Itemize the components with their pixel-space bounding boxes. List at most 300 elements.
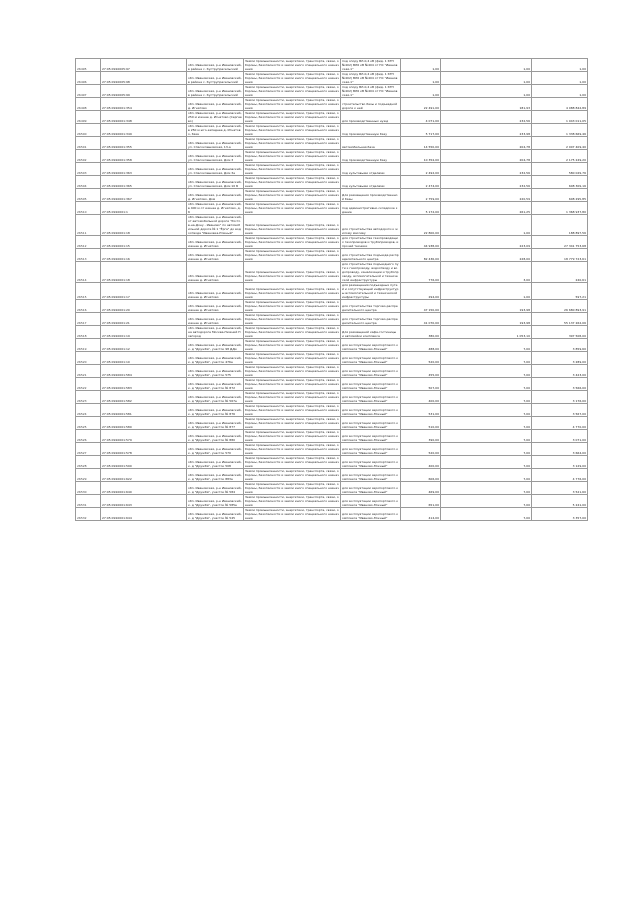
cadastral-value-cell: 4 776,00 xyxy=(532,469,588,482)
cadastral-value-cell: 3 521,60 xyxy=(532,482,588,495)
row-number-cell: 26501 xyxy=(76,137,101,150)
table-row xyxy=(76,339,588,352)
cadastral-value-cell: 26 680 893,91 xyxy=(532,300,588,313)
row-number-cell: 26505 xyxy=(76,189,101,202)
area-cell: 390,00 xyxy=(401,430,441,443)
cadastral-number-cell: 27:05:0910001:349 xyxy=(101,124,187,137)
cadastral-number-cell: 27:05:0910001:581 xyxy=(101,404,187,417)
unit-rate-cell: 1,00 xyxy=(441,283,532,300)
cadastral-number-cell: 27:05:0910001:590 xyxy=(101,456,187,469)
row-number-cell: 26526 xyxy=(76,430,101,443)
unit-rate-cell: 204,78 xyxy=(441,137,532,150)
permitted-use-cell: под опору ВЛ-0,4 кВ (фид. 1 КТП №402) ВЛ6 кВ №404 от ПС "Ивановская-1" xyxy=(341,72,401,85)
table-row xyxy=(76,495,588,508)
row-number-cell: 26504 xyxy=(76,176,101,189)
row-number-cell: 26512 xyxy=(76,236,101,249)
address-cell: обл. Ивановская, р-н Ивановский, ул. Спасоклешовская, Дом 3 xyxy=(187,150,244,163)
row-number-cell: 26516 xyxy=(76,300,101,313)
area-cell: 488,00 xyxy=(401,339,441,352)
area-cell: 47 150,00 xyxy=(401,300,441,313)
address-cell: обл. Ивановская, р-н Ивановский, к. д "Дружба", участок № 876 xyxy=(187,404,244,417)
unit-rate-cell: 7,00 xyxy=(441,495,532,508)
unit-rate-cell: 193,98 xyxy=(441,313,532,326)
cadastral-number-cell: 27:05:0910001:12 xyxy=(101,339,187,352)
cadastral-value-cell: 1,00 xyxy=(532,59,588,72)
permitted-use-cell: под административно-складское здание xyxy=(341,202,401,215)
unit-rate-cell: 232,56 xyxy=(441,111,532,124)
unit-rate-cell: 261,25 xyxy=(441,202,532,215)
address-cell: обл. Ивановская, р-н Ивановский, южнее д. Игнатово xyxy=(187,262,244,283)
cadastral-number-cell: 27:05:0910001:18 xyxy=(101,262,187,283)
cadastral-number-cell: 27:05:0910001:580 xyxy=(101,417,187,430)
permitted-use-cell: для строительства торгово-распределительного центра xyxy=(341,300,401,313)
cadastral-value-cell: 1 368 937,80 xyxy=(532,202,588,215)
cadastral-value-cell: 4 088 842,89 xyxy=(532,98,588,111)
area-cell: 22 491,00 xyxy=(401,98,441,111)
address-cell: обл. Ивановская, р-н Ивановский, к. д "Дружба", участок № 880 xyxy=(187,430,244,443)
unit-rate-cell: 1,00 xyxy=(441,85,532,98)
permitted-use-cell: для строительства автодороги к жилому массиву xyxy=(341,215,401,236)
cadastral-value-cell: 55 137 262,06 xyxy=(532,313,588,326)
area-cell: 294,00 xyxy=(401,283,441,300)
permitted-use-cell: для эксплуатации аэропортового комплекса "Иваново-Южный" xyxy=(341,404,401,417)
area-cell: 1,00 xyxy=(401,85,441,98)
unit-rate-cell: 7,00 xyxy=(441,339,532,352)
address-cell: обл. Ивановская, р-н Ивановский, ул. Спасоклешовская, Дом 3е xyxy=(187,163,244,176)
permitted-use-cell: под производственную базу xyxy=(341,124,401,137)
cadastral-value-cell: 18 779 723,61 xyxy=(532,249,588,262)
permitted-use-cell: для эксплуатации аэропортового комплекса "Иваново-Южный" xyxy=(341,378,401,391)
table-row xyxy=(76,85,588,98)
land-category-cell: Земли промышленности, энергетики, транспорта, связи, обороны, безопасности и земли иного специального назначения xyxy=(245,378,339,390)
land-category-cell: Земли промышленности, энергетики, транспорта, связи, обороны, безопасности и земли иного специального назначения xyxy=(245,85,339,97)
cadastral-value-cell: 3 423,00 xyxy=(532,365,588,378)
table-row xyxy=(76,59,588,72)
cadastral-number-cell: 27:05:0910001:583 xyxy=(101,378,187,391)
permitted-use-cell: для размещения подъездных путей и сопутствующей инфраструктуры вспомогательной и технической инфраструктуры xyxy=(341,283,401,300)
area-cell: 4 071,00 xyxy=(401,111,441,124)
land-category-cell: Земли промышленности, энергетики, транспорта, связи, обороны, безопасности и земли иного специального назначения xyxy=(245,326,339,338)
row-number-cell: 26531 xyxy=(76,495,101,508)
unit-rate-cell: 7,00 xyxy=(441,404,532,417)
address-cell: обл. Ивановская, р-н Ивановский, в 250 м юго-западнее д. Игнатово, база xyxy=(188,124,242,136)
cadastral-value-cell: 1 043 011,05 xyxy=(532,111,588,124)
cadastral-number-cell: 27:05:0910001:354 xyxy=(101,98,187,111)
cadastral-number-cell: 27:05:0910001:19 xyxy=(101,326,187,339)
address-cell: обл. Ивановская, р-н Ивановский, ул. Спасоклешовская, Дом 10 Б xyxy=(187,176,244,189)
address-cell: обл. Ивановская, р-н Ивановский, от автомобильной дороги "Ростов-на-Дону - Иваново" по автомобильной дороге № 1 "Ёрга" до водоотвода "Ивановка-Южный" xyxy=(188,215,242,235)
cadastral-value-cell: 397 508,00 xyxy=(532,326,588,339)
land-category-cell: Земли промышленности, энергетики, транспорта, связи, обороны, безопасности и земли иного специального назначения xyxy=(244,262,341,283)
row-number-cell: 26514 xyxy=(76,262,101,283)
permitted-use-cell: для строительства подъезда распределительного центра xyxy=(341,249,401,262)
table-row xyxy=(76,391,588,404)
unit-rate-cell: 7,00 xyxy=(441,352,532,365)
cadastral-number-cell: 27:05:0910001:579 xyxy=(101,430,187,443)
table-row xyxy=(76,469,588,482)
land-category-cell: Земли промышленности, энергетики, транспорта, связи, обороны, безопасности и земли иного специального назначения xyxy=(245,202,339,214)
land-category-cell: Земли промышленности, энергетики, транспорта, связи, обороны, безопасности и земли иного специального назначения xyxy=(245,59,339,71)
row-number-cell: 26511 xyxy=(76,215,101,236)
permitted-use-cell: для эксплуатации аэропортового комплекса "Иваново-Южный" xyxy=(341,456,401,469)
address-cell: обл. Ивановская, р-н Ивановский, к. д "Дружба", участок 883е xyxy=(187,469,244,482)
cadastral-number-cell: 27:05:0910001:584 xyxy=(101,365,187,378)
area-cell: 2 759,00 xyxy=(401,189,441,202)
area-cell: 651,00 xyxy=(401,495,441,508)
area-cell: 606,00 xyxy=(401,469,441,482)
unit-rate-cell: 233,98 xyxy=(441,124,532,137)
land-category-cell: Земли промышленности, энергетики, транспорта, связи, обороны, безопасности и земли иного специального назначения xyxy=(245,417,339,429)
unit-rate-cell: 7,00 xyxy=(441,365,532,378)
area-cell: 5 717,00 xyxy=(401,124,441,137)
cadastral-value-cell: 597,21 xyxy=(532,283,588,300)
land-category-cell: Земли промышленности, энергетики, транспорта, связи, обороны, безопасности и земли иного специального назначения xyxy=(245,150,339,162)
cadastral-number-cell: 27:05:0910001:18 xyxy=(101,215,187,236)
address-cell: обл. Ивановская, р-н Ивановский, д. Игнатово xyxy=(187,98,244,111)
address-cell: обл. Ивановская, р-н Ивановский, в районе с. Куструпрасельский xyxy=(187,59,244,72)
cadastral-value-cell: 188 897,56 xyxy=(532,215,588,236)
row-number-cell: 26513 xyxy=(76,249,101,262)
area-cell: 510,00 xyxy=(401,417,441,430)
table-row xyxy=(76,124,588,137)
cadastral-number-cell: 27:05:0910001:358 xyxy=(101,150,187,163)
area-cell: 469,00 xyxy=(401,482,441,495)
unit-rate-cell: 7,00 xyxy=(441,443,532,456)
row-number-cell: 26525 xyxy=(76,417,101,430)
permitted-use-cell: под производственную базу xyxy=(341,150,401,163)
cadastral-value-cell: 3 859,60 xyxy=(532,339,588,352)
permitted-use-cell: под культовыми отделами xyxy=(341,176,401,189)
table-row xyxy=(76,249,588,262)
land-category-cell: Земли промышленности, энергетики, транспорта, связи, обороны, безопасности и земли иного специального назначения xyxy=(245,176,339,188)
table-row xyxy=(76,430,588,443)
unit-rate-cell: 7,00 xyxy=(441,417,532,430)
area-cell: 531,00 xyxy=(401,404,441,417)
area-cell: 455,00 xyxy=(401,365,441,378)
unit-rate-cell: 1,00 xyxy=(441,215,532,236)
table-row xyxy=(76,456,588,469)
land-category-cell: Земли промышленности, энергетики, транспорта, связи, обороны, безопасности и земли иного специального назначения xyxy=(245,365,339,377)
permitted-use-cell: для эксплуатации аэропортового комплекса "Иваново-Южный" xyxy=(341,430,401,443)
land-category-cell: Земли промышленности, энергетики, транспорта, связи, обороны, безопасности и земли иного специального назначения xyxy=(245,137,339,149)
address-cell: обл. Ивановская, р-н Ивановский, д. Игнатово, Дом xyxy=(187,189,244,202)
area-cell: 82 436,00 xyxy=(401,249,441,262)
cadastral-value-cell: 240,61 xyxy=(532,262,588,283)
table-row xyxy=(76,404,588,417)
unit-rate-cell: 181,93 xyxy=(441,98,532,111)
land-category-cell: Земли промышленности, энергетики, транспорта, связи, обороны, безопасности и земли иного специального назначения xyxy=(245,430,339,442)
land-category-cell: Земли промышленности, энергетики, транспорта, связи, обороны, безопасности и земли иного специального назначения xyxy=(245,508,339,520)
address-cell: обл. Ивановская, р-н Ивановский, к. д "Дружба", участок 570 xyxy=(187,443,244,456)
unit-rate-cell: 220,59 xyxy=(441,189,532,202)
table-row xyxy=(76,508,588,521)
cadastral-number-cell: 27:05:0910001:348 xyxy=(101,111,187,124)
area-cell: 2 492,00 xyxy=(401,163,441,176)
land-category-cell: Земли промышленности, энергетики, транспорта, связи, обороны, безопасности и земли иного специального назначения xyxy=(245,124,339,136)
cadastral-number-cell: 27:05:0910001:640 xyxy=(101,482,187,495)
area-cell: 10 354,00 xyxy=(401,150,441,163)
permitted-use-cell: Для размещения производственной базы xyxy=(341,189,401,202)
unit-rate-cell: 228,00 xyxy=(441,249,532,262)
row-number-cell: 26522 xyxy=(76,378,101,391)
row-number-cell: 26527 xyxy=(76,443,101,456)
permitted-use-cell: для строительства торгово-распределительного центра xyxy=(341,313,401,326)
permitted-use-cell: для эксплуатации аэропортового комплекса "Иваново-Южный" xyxy=(341,469,401,482)
area-cell: 380,00 xyxy=(401,326,441,339)
table-row xyxy=(76,365,588,378)
cadastral-number-cell: 27:05:0910001:622 xyxy=(101,469,187,482)
land-category-cell: Земли промышленности, энергетики, транспорта, связи, обороны, безопасности и земли иного специального назначения xyxy=(245,391,339,403)
land-category-cell: Земли промышленности, энергетики, транспорта, связи, обороны, безопасности и земли иного специального назначения xyxy=(244,215,341,236)
cadastral-number-cell: 27:05:0910001:578 xyxy=(101,443,187,456)
land-category-cell: Земли промышленности, энергетики, транспорта, связи, обороны, безопасности и земли иного специального назначения xyxy=(245,98,339,110)
permitted-use-cell: для эксплуатации аэропортового комплекса "Иваново-Южный" xyxy=(341,365,401,378)
cadastral-value-cell: 3 567,00 xyxy=(532,404,588,417)
address-cell: обл. Ивановская, р-н Ивановский, к. д "Дружба", участок № 545 xyxy=(187,508,244,521)
unit-rate-cell: 3,00 xyxy=(441,262,532,283)
cadastral-value-cell: 4 770,00 xyxy=(532,417,588,430)
unit-rate-cell: 7,00 xyxy=(441,456,532,469)
unit-rate-cell: 7,00 xyxy=(441,391,532,404)
permitted-use-cell: для эксплуатации аэропортового комплекса "Иваново-Южный" xyxy=(341,417,401,430)
address-cell: обл. Ивановская, р-н Ивановский, в районе с. Куструпрасельский xyxy=(187,72,244,85)
permitted-use-cell: для эксплуатации аэропортового комплекса "Иваново-Южный" xyxy=(341,482,401,495)
land-category-cell: Земли промышленности, энергетики, транспорта, связи, обороны, безопасности и земли иного специального назначения xyxy=(245,163,339,175)
land-category-cell: Земли промышленности, энергетики, транспорта, связи, обороны, безопасности и земли иного специального назначения xyxy=(245,443,339,455)
address-cell: обл. Ивановская, р-н Ивановский, к. д "Дружба", участок № 567е xyxy=(187,391,244,404)
address-cell: обл. Ивановская, р-н Ивановский, к. д "Дружба", участок 98 ДДи xyxy=(187,339,244,352)
row-number-cell: 26518 xyxy=(76,326,101,339)
area-cell: 414,00 xyxy=(401,508,441,521)
cadastral-number-cell: 27:05:0910001:17 xyxy=(101,283,187,300)
row-number-cell: 26521 xyxy=(76,365,101,378)
cadastral-value-cell: 1,00 xyxy=(532,85,588,98)
cadastral-value-table xyxy=(75,58,588,521)
cadastral-value-cell: 3 176,00 xyxy=(532,391,588,404)
row-number-cell: 26532 xyxy=(76,508,101,521)
unit-rate-cell: 7,00 xyxy=(441,430,532,443)
cadastral-number-cell: 27:05:0910001:582 xyxy=(101,391,187,404)
address-cell: обл. Ивановская, р-н Ивановский, южнее д. Игнатово xyxy=(187,313,244,326)
row-number-cell: 26520 xyxy=(76,352,101,365)
unit-rate-cell: 1,00 xyxy=(441,72,532,85)
cadastral-value-cell: 1 338 669,46 xyxy=(532,124,588,137)
land-category-cell: Земли промышленности, энергетики, транспорта, связи, обороны, безопасности и земли иного специального назначения xyxy=(245,482,339,494)
area-cell: 41 070,00 xyxy=(401,313,441,326)
permitted-use-cell: для эксплуатации аэропортового комплекса "Иваново-Южный" xyxy=(341,443,401,456)
table-row xyxy=(76,443,588,456)
row-number-cell: 26503 xyxy=(76,163,101,176)
permitted-use-cell: для эксплуатации аэропортового комплекса "Иваново-Южный" xyxy=(341,352,401,365)
row-number-cell: 26529 xyxy=(76,469,101,482)
cadastral-number-cell: 27:05:0910001:367 xyxy=(101,189,187,202)
area-cell: 5 172,00 xyxy=(401,202,441,215)
table-row xyxy=(76,283,588,300)
row-number-cell: 26498 xyxy=(76,98,101,111)
permitted-use-cell: под опору ВЛ-0,4 кВ (фид. 1 КТП №402) ВЛ6 кВ №404 от ПС "Ивановская-1" xyxy=(341,59,401,72)
land-category-cell: Земли промышленности, энергетики, транспорта, связи, обороны, безопасности и земли иного специального назначения xyxy=(245,495,339,507)
table-row xyxy=(76,137,588,150)
table-row xyxy=(76,300,588,313)
area-cell: 2 474,00 xyxy=(401,176,441,189)
land-category-cell: Земли промышленности, энергетики, транспорта, связи, обороны, безопасности и земли иного специального назначения xyxy=(245,339,339,351)
land-category-cell: Земли промышленности, энергетики, транспорта, связи, обороны, безопасности и земли иного специального назначения xyxy=(245,456,339,468)
unit-rate-cell: 7,00 xyxy=(441,508,532,521)
address-cell: обл. Ивановская, р-н Ивановский, на автодороге Москва-Нижний Новгород xyxy=(188,326,242,338)
cadastral-number-cell: 27:05:0910001:363 xyxy=(101,163,187,176)
area-cell: 776,00 xyxy=(401,262,441,283)
cadastral-number-cell: 27:05:0910001:365 xyxy=(101,176,187,189)
table-row xyxy=(76,189,588,202)
table-row xyxy=(76,202,588,215)
row-number-cell: 26519 xyxy=(76,339,101,352)
address-cell: обл. Ивановская, р-н Ивановский, 250 м южнее д. Игнатово (Сергеево) xyxy=(188,111,242,123)
address-cell: обл. Ивановская, р-н Ивановский, ул. Спасоклешовская, 13-а xyxy=(187,137,244,150)
row-number-cell: 26517 xyxy=(76,313,101,326)
address-cell: обл. Ивановская, р-н Ивановский, к. д "Дружба", участок 508 xyxy=(187,456,244,469)
table-row xyxy=(76,236,588,249)
cadastral-number-cell: 27:05:0910001:10 xyxy=(101,352,187,365)
table-row xyxy=(76,378,588,391)
cadastral-value-cell: 1,00 xyxy=(532,72,588,85)
area-cell: 520,00 xyxy=(401,352,441,365)
land-category-cell: Земли промышленности, энергетики, транспорта, связи, обороны, безопасности и земли иного специального назначения xyxy=(245,249,339,261)
table-row xyxy=(76,98,588,111)
permitted-use-cell: для эксплуатации аэропортового комплекса "Иваново-Южный" xyxy=(341,339,401,352)
address-cell: обл. Ивановская, р-н Ивановский, к. д "Дружба", участок № 584 xyxy=(187,482,244,495)
table-row xyxy=(76,352,588,365)
area-cell: 520,00 xyxy=(401,443,441,456)
address-cell: обл. Ивановская, р-н Ивановский, южнее д. Игнатово xyxy=(187,283,244,300)
row-number-cell: 26523 xyxy=(76,391,101,404)
address-cell: обл. Ивановская, р-н Ивановский, к. д "Дружба", участок № 877 xyxy=(187,417,244,430)
area-cell: 400,00 xyxy=(401,391,441,404)
cadastral-value-cell: 3 289,00 xyxy=(532,352,588,365)
area-cell: 507,00 xyxy=(401,378,441,391)
unit-rate-cell: 204,78 xyxy=(441,150,532,163)
address-cell: обл. Ивановская, р-н Ивановский, южнее д. Игнатово xyxy=(187,236,244,249)
cadastral-number-cell: 27:05:0910001:643 xyxy=(101,495,187,508)
cadastral-value-cell: 3 071,00 xyxy=(532,430,588,443)
unit-rate-cell: 232,56 xyxy=(441,163,532,176)
row-number-cell: 26528 xyxy=(76,456,101,469)
cadastral-value-cell: 580 029,76 xyxy=(532,163,588,176)
permitted-use-cell: для эксплуатации аэропортового комплекса "Иваново-Южный" xyxy=(341,495,401,508)
permitted-use-cell: Автомобильная база xyxy=(341,137,401,150)
unit-rate-cell: 223,09 xyxy=(441,236,532,249)
table-row xyxy=(76,111,588,124)
unit-rate-cell: 7,00 xyxy=(441,378,532,391)
cadastral-number-cell: 27:05:0910001:20 xyxy=(101,300,187,313)
cadastral-number-cell: 27:05:0910005:99 xyxy=(101,85,187,98)
table-row xyxy=(76,313,588,326)
cadastral-value-cell: 3 357,00 xyxy=(532,508,588,521)
area-cell: 44 938,00 xyxy=(401,236,441,249)
row-number-cell: 26495 xyxy=(76,59,101,72)
area-cell: 1,00 xyxy=(401,59,441,72)
cadastral-value-cell: 3 129,00 xyxy=(532,456,588,469)
area-cell: 22 800,00 xyxy=(401,215,441,236)
permitted-use-cell: строительство базы и подъездной дороги к ней xyxy=(341,98,401,111)
land-category-cell: Земли промышленности, энергетики, транспорта, связи, обороны, безопасности и земли иного специального назначения xyxy=(244,283,341,300)
land-category-cell: Земли промышленности, энергетики, транспорта, связи, обороны, безопасности и земли иного специального назначения xyxy=(245,111,339,123)
unit-rate-cell: 7,00 xyxy=(441,469,532,482)
row-number-cell: 26524 xyxy=(76,404,101,417)
cadastral-number-cell: 27:05:0910005:97 xyxy=(101,59,187,72)
table-row xyxy=(76,482,588,495)
row-number-cell: 26530 xyxy=(76,482,101,495)
cadastral-number-cell: 27:05:0910001:15 xyxy=(101,236,187,249)
table-row xyxy=(76,176,588,189)
table-row xyxy=(76,72,588,85)
land-category-cell: Земли промышленности, энергетики, транспорта, связи, обороны, безопасности и земли иного специального назначения xyxy=(245,313,339,325)
unit-rate-cell: 1 053,10 xyxy=(441,326,532,339)
unit-rate-cell: 1,00 xyxy=(441,59,532,72)
table-body xyxy=(76,59,588,521)
table-row xyxy=(76,163,588,176)
address-cell: обл. Ивановская, р-н Ивановский, южнее д. Игнатово xyxy=(187,249,244,262)
cadastral-number-cell: 27:05:0910005:98 xyxy=(101,72,187,85)
address-cell: обл. Ивановская, р-н Ивановский, южнее д. Игнатово xyxy=(187,300,244,313)
address-cell: обл. Ивановская, р-н Ивановский, к. д "Дружба", участок 476е xyxy=(187,352,244,365)
land-category-cell: Земли промышленности, энергетики, транспорта, связи, обороны, безопасности и земли иного специального назначения xyxy=(245,189,339,201)
land-category-cell: Земли промышленности, энергетики, транспорта, связи, обороны, безопасности и земли иного специального назначения xyxy=(245,404,339,416)
cadastral-number-cell: 27:05:0910001:21 xyxy=(101,313,187,326)
row-number-cell: 26510 xyxy=(76,202,101,215)
land-category-cell: Земли промышленности, энергетики, транспорта, связи, обороны, безопасности и земли иного специального назначения xyxy=(245,236,339,248)
permitted-use-cell: для производственных нужд xyxy=(341,111,401,124)
unit-rate-cell: 193,98 xyxy=(441,300,532,313)
row-number-cell: 26500 xyxy=(76,124,101,137)
land-category-cell: Земли промышленности, энергетики, транспорта, связи, обороны, безопасности и земли иного специального назначения xyxy=(245,72,339,84)
unit-rate-cell: 232,56 xyxy=(441,176,532,189)
cadastral-number-cell: 27:05:0910001:644 xyxy=(101,508,187,521)
permitted-use-cell: для строительства подъездного пути к газопроводу, водоотводу и водопроводу, канализации и трубопроводу, вспомогательной и технической инфраструктуры xyxy=(342,262,399,282)
land-category-cell: Земли промышленности, энергетики, транспорта, связи, обороны, безопасности и земли иного специального назначения xyxy=(245,352,339,364)
row-number-cell: 26497 xyxy=(76,85,101,98)
cadastral-value-cell: 5 241,00 xyxy=(532,495,588,508)
address-cell: обл. Ивановская, р-н Ивановский, в районе с. Куструпрасельский xyxy=(187,85,244,98)
cadastral-number-cell: 27:05:0910001:355 xyxy=(101,137,187,150)
permitted-use-cell: для эксплуатации аэропортового комплекса "Иваново-Южный" xyxy=(341,508,401,521)
address-cell: обл. Ивановская, р-н Ивановский, к. д "Дружба", участок 575 xyxy=(187,365,244,378)
address-cell: обл. Ивановская, р-н Ивановский, в 400 м от южнее д. Игнатово, д. 6 xyxy=(188,202,242,214)
cadastral-value-cell: 3 664,00 xyxy=(532,443,588,456)
cadastral-value-cell: 608 295,85 xyxy=(532,189,588,202)
address-cell: обл. Ивановская, р-н Ивановский, к. д "Дружба", участок № 872 xyxy=(187,378,244,391)
cadastral-value-cell: 2 007 409,40 xyxy=(532,137,588,150)
permitted-use-cell: для эксплуатации аэропортового комплекса "Иваново-Южный" xyxy=(341,391,401,404)
table-row xyxy=(76,417,588,430)
row-number-cell: 26502 xyxy=(76,150,101,163)
area-cell: 400,00 xyxy=(401,456,441,469)
cadastral-number-cell: 27:05:0910001:16 xyxy=(101,249,187,262)
address-cell: обл. Ивановская, р-н Ивановский, к. д "Дружба", участок № 585е xyxy=(187,495,244,508)
cadastral-value-cell: 3 566,00 xyxy=(532,378,588,391)
table-row xyxy=(76,326,588,339)
unit-rate-cell: 7,00 xyxy=(441,482,532,495)
permitted-use-cell: под опору ВЛ-0,4 кВ (фид. 1 КТП №402) ВЛ6 кВ №404 от ПС "Ивановская-1" xyxy=(341,85,401,98)
permitted-use-cell: Для размещений кафе-гостиницы и автомойки комплекса xyxy=(341,326,401,339)
land-category-cell: Земли промышленности, энергетики, транспорта, связи, обороны, безопасности и земли иного специального назначения xyxy=(245,300,339,312)
table-row xyxy=(76,215,588,236)
table-row xyxy=(76,150,588,163)
permitted-use-cell: для строительства газопроводящих газопроводов и трубопроводов, и прочей техники xyxy=(341,236,401,249)
area-cell: 1,00 xyxy=(401,72,441,85)
permitted-use-cell: под культовыми отделами xyxy=(341,163,401,176)
cadastral-value-cell: 608 309,16 xyxy=(532,176,588,189)
row-number-cell: 26499 xyxy=(76,111,101,124)
